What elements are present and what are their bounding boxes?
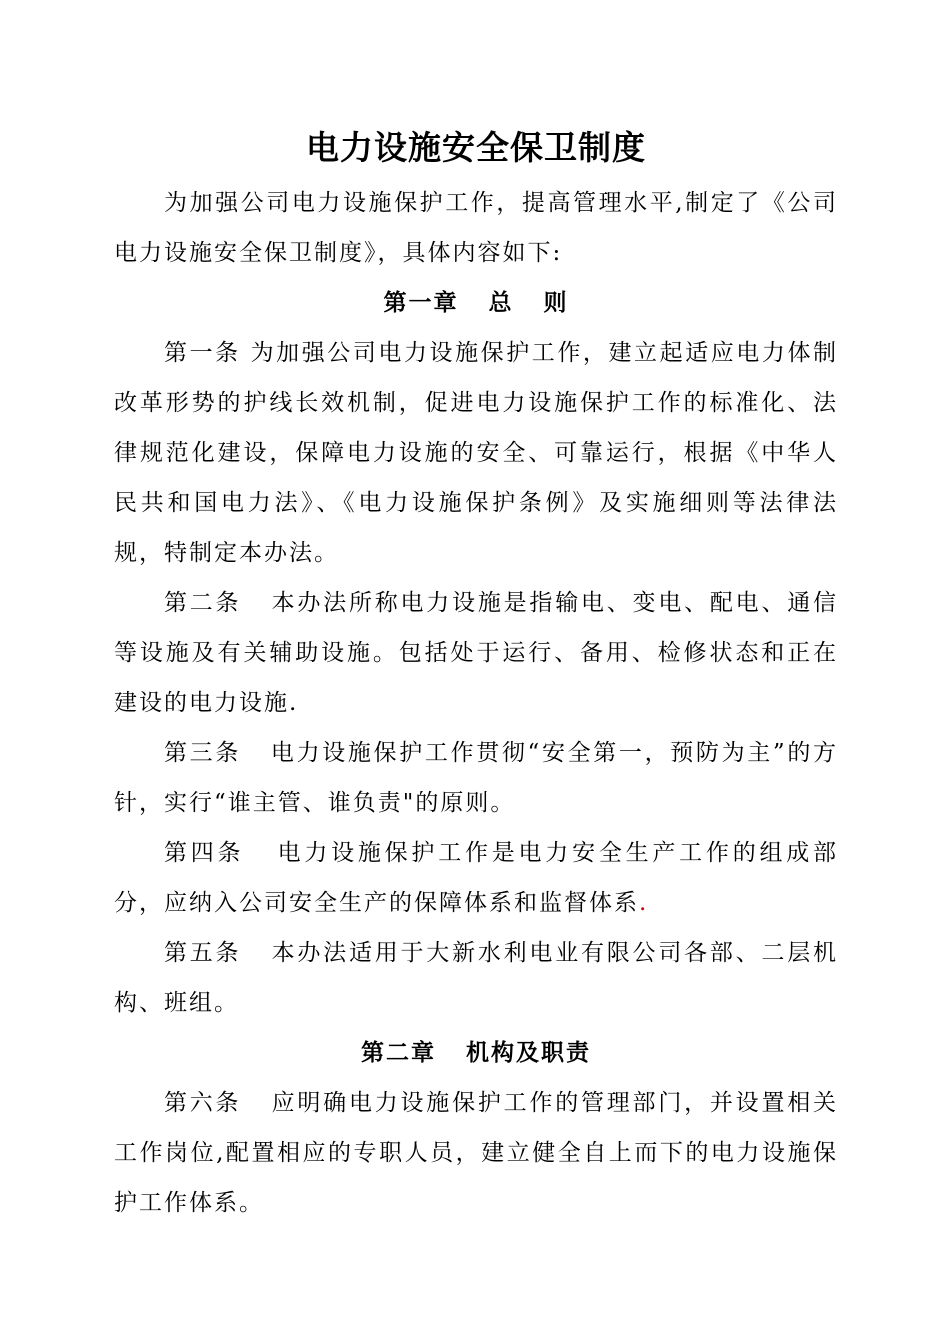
article-number: 第五条 <box>164 940 272 966</box>
document-title: 电力设施安全保卫制度 <box>306 128 646 167</box>
article-number: 第六条 <box>164 1090 272 1116</box>
article-2 <box>114 578 838 728</box>
article-number: 第三条 <box>164 740 271 766</box>
chapter-2-heading: 第二章 机构及职责 <box>360 1040 592 1066</box>
article-3 <box>114 728 838 828</box>
article-text: 应明确电力设施保护工作的管理部门，并设置相关工作岗位,配置相应的专职人员，建立健全自上而下的电力设施保护工作体系。 <box>114 1090 839 1216</box>
article-text: 本办法适用于大新水利电业有限公司各部、二层机构、班组。 <box>114 940 839 1016</box>
article-1 <box>114 328 838 578</box>
intro-paragraph: 为加强公司电力设施保护工作，提高管理水平,制定了《公司电力设施安全保卫制度》，具体内容如下: <box>114 190 838 266</box>
document-page <box>114 118 838 1228</box>
article-text: 为加强公司电力设施保护工作，建立起适应电力体制改革形势的护线长效机制，促进电力设施保护工作的标准化、法律规范化建设，保障电力设施的安全、可靠运行，根据《中华人民共和国电力法》、《电力设施保护条例》及实施细则等法律法规，特制定本办法。 <box>114 340 839 566</box>
article-text: 电力设施保护工作是电力安全生产工作的组成部分，应纳入公司安全生产的保障体系和监督体系 <box>114 840 839 916</box>
article-text: 本办法所称电力设施是指输电、变电、配电、通信等设施及有关辅助设施。包括处于运行、备用、检修状态和正在建设的电力设施. <box>114 590 839 716</box>
article-6 <box>114 1078 838 1228</box>
article-number: 第二条 <box>164 590 272 616</box>
article-5 <box>114 928 838 1028</box>
article-number: 第一条 <box>164 340 251 366</box>
article-4 <box>114 828 838 928</box>
chapter-1-heading: 第一章 总 则 <box>383 290 569 316</box>
red-period-mark: . <box>639 890 649 916</box>
article-text: 电力设施保护工作贯彻“安全第一，预防为主”的方针，实行“谁主管、谁负责"的原则。 <box>114 740 838 816</box>
article-number: 第四条 <box>164 840 278 866</box>
